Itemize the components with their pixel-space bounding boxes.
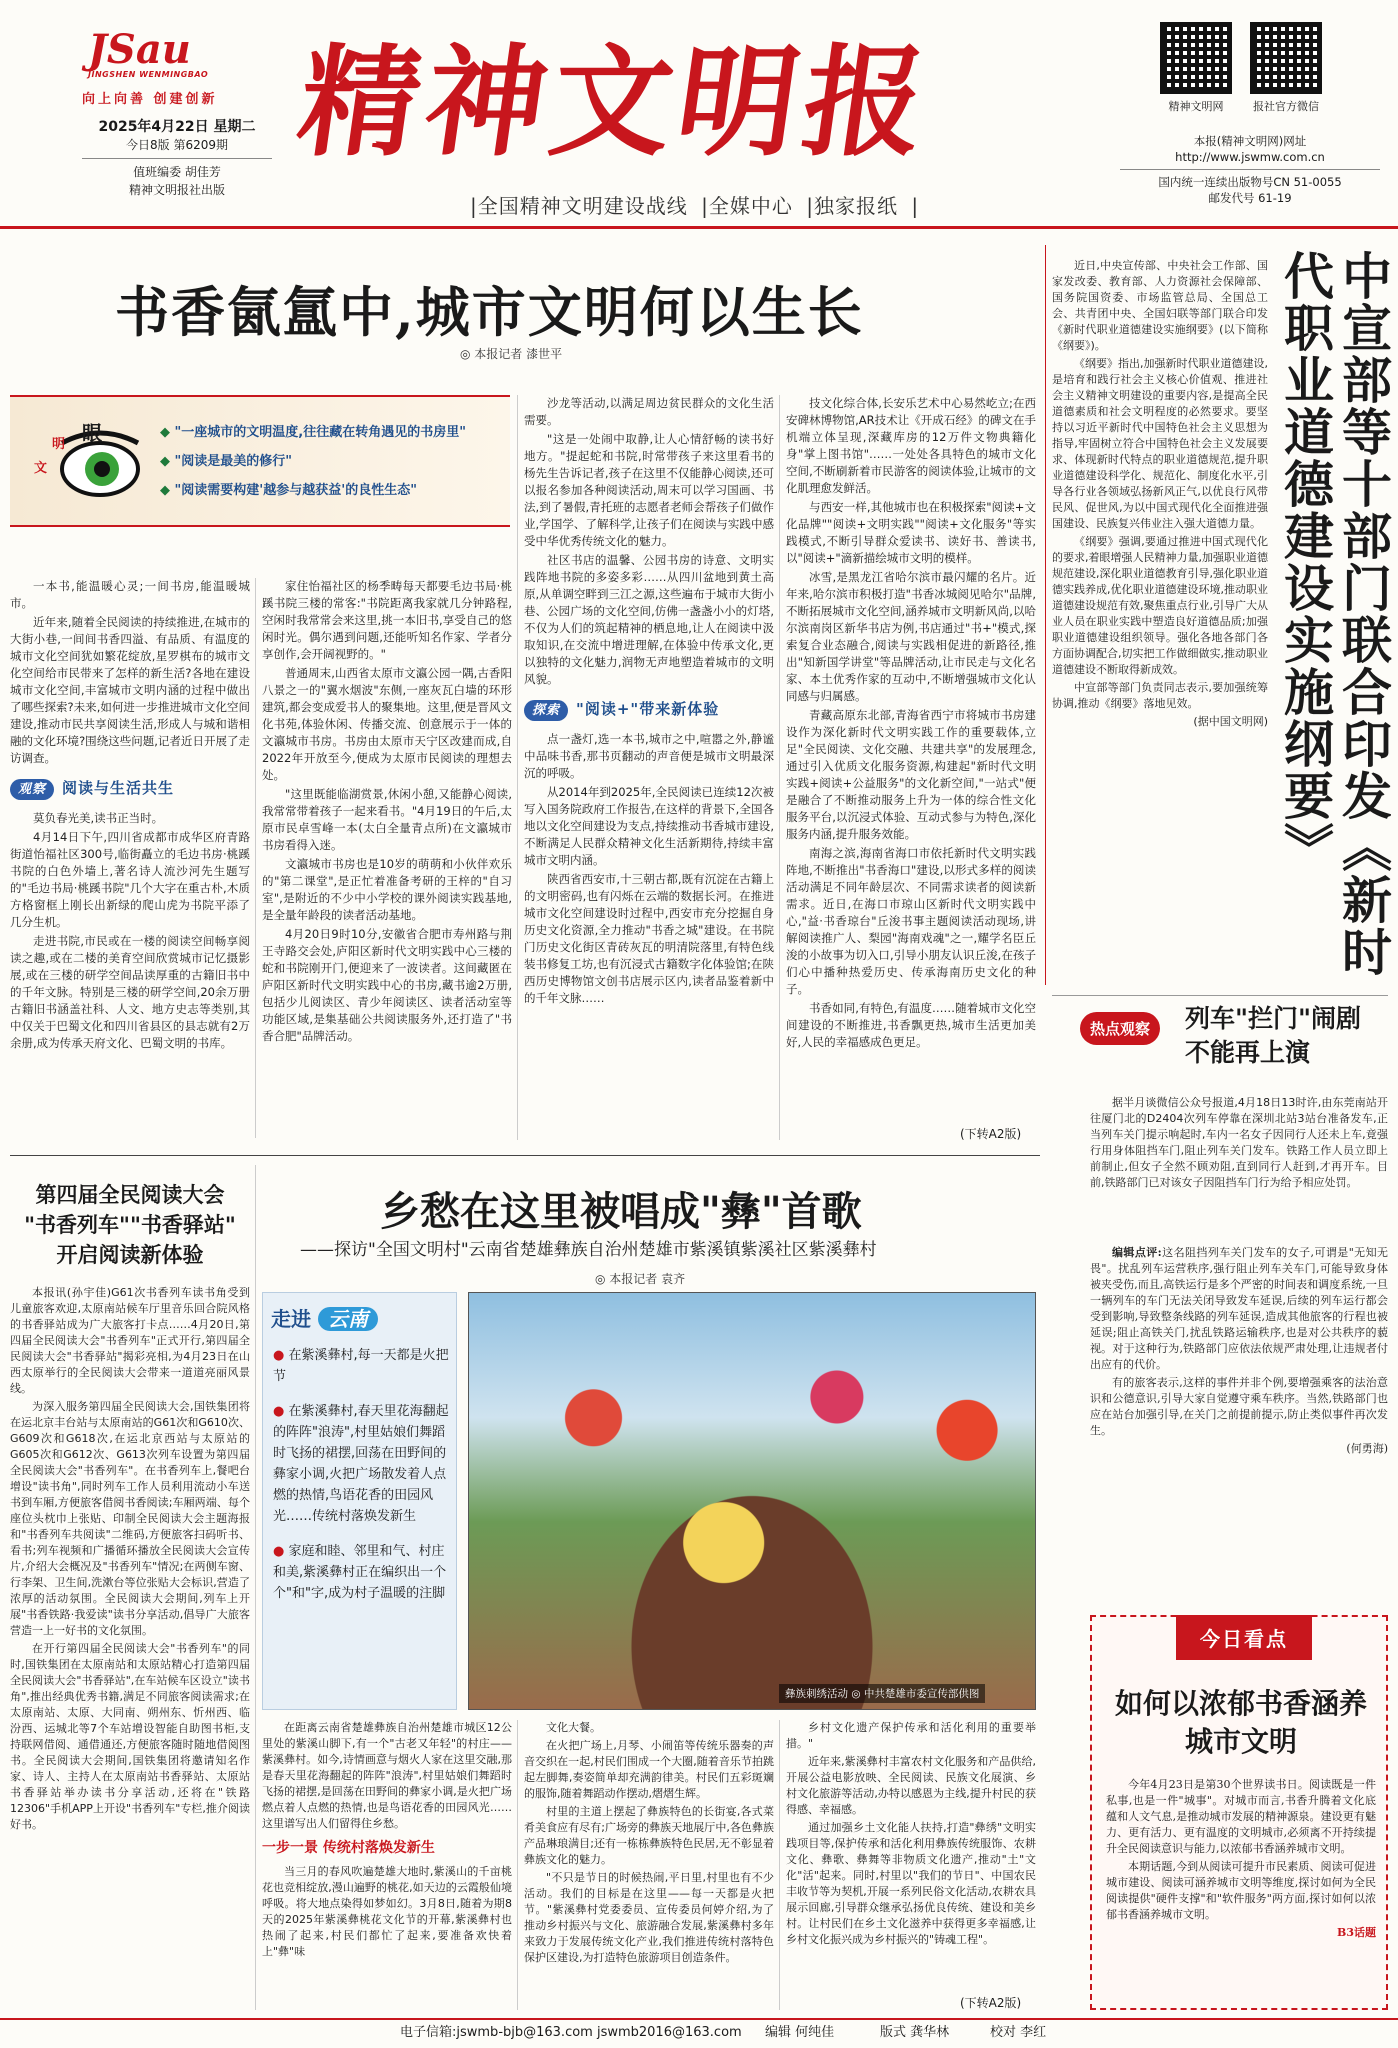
conference-headline[interactable] <box>10 1180 250 1270</box>
feature-paragraph: 乡村文化遗产保护传承和活化利用的重要举措。" <box>786 1721 1036 1750</box>
lead-column-1 <box>10 578 250 1148</box>
masthead-rule <box>0 226 1398 229</box>
qr-website[interactable] <box>1160 22 1232 114</box>
lead-paragraph: 普通周末,山西省太原市文瀛公园一隅,古香阳八景之一的"翼水烟波"东侧,一座灰瓦白墙的环形建筑,都会变成爱书人的聚集地。这里,便是晋风文化书苑,体验休闲、传播交流、创意展示于一体的文瀛城市书房。书房由太原市天宁区改建而成,自2022年开放至今,便成为太原市民阅读的理想去处。 <box>262 666 512 782</box>
yunnan-tag-text: 走进 <box>271 1307 311 1331</box>
site-label: 本报(精神文明网)网址 <box>1193 134 1307 148</box>
feature-paragraph: 在距离云南省楚雄彝族自治州楚雄市城区12公里处的紫溪山脚下,有一个"古老又年轻"的村庄——紫溪彝村。如今,诗情画意与烟火人家在这里交融,那是春天里花海翻起的阵阵"浪涛",村里姑娘们舞蹈时飞扬的裙摆,是回荡在田野间的彝家小调,是火把广场燃点着人点燃的热情,也是鸟语花香的田园风光……这里谱写出人们留得住乡愁。 <box>262 1721 512 1830</box>
column-rule <box>255 1165 256 2010</box>
logo-mark: JSau <box>88 26 191 73</box>
bullet-icon: ● <box>273 1348 285 1363</box>
feature-paragraph: 村里的主道上摆起了彝族特色的长街宴,各式菜肴美食应有尽有;广场旁的彝族天地展厅中,各色彝族产品琳琅满目;还有一栋栋彝族特色民居,无不彰显着彝族文化的魅力。 <box>524 1805 774 1866</box>
hot-body <box>1090 1095 1388 1215</box>
hot-headline[interactable]: 列车"拦门"闹剧不能再上演 <box>1185 1004 1362 1067</box>
cpd-source: (据中国文明网) <box>1193 715 1268 728</box>
bullet-icon: ● <box>273 1404 285 1419</box>
column-rule <box>255 578 256 1138</box>
site-info <box>1120 133 1380 206</box>
section-heading: 观察 阅读与生活共生 <box>10 779 250 800</box>
issue-date: 2025年4月22日 星期二 <box>98 119 256 135</box>
feature-paragraph: 在火把广场上,月琴、小闹笛等传统乐器奏的声音交织在一起,村民们围成一个大圈,随着音乐节拍跳起左脚舞,奏姿简单却充满韵律美。村民们五彩斑斓的服饰,随着舞蹈动作摆动,熠熠生辉。 <box>524 1739 774 1800</box>
lead-paragraph: 陕西省西安市,十三朝古都,既有沉淀在古籍上的文明密码,也有闪烁在云端的数据长河。在推进城市文化空间建设时过程中,西安市充分挖掘自身历史文化资源,全力推动"书香之城"建设。在书院门历史文化街区青砖灰瓦的明清院落里,有特色线装书修复工坊,也有沉浸式古籍数字化体验馆;在陕西历史博物馆文创书店展示区内,读者品鉴着新中的千年文脉…… <box>524 872 774 1005</box>
section-pill: 观察 <box>10 779 54 800</box>
qr-code-icon <box>1160 22 1232 94</box>
post-code: 邮发代号 61-19 <box>1208 191 1292 205</box>
today-headline[interactable]: 如何以浓郁书香涵养城市文明 <box>1114 1687 1367 1758</box>
comment-label: 编辑点评: <box>1112 1246 1162 1259</box>
nav-item[interactable]: |独家报纸 <box>806 194 898 218</box>
conference-headline-line: 第四届全民阅读大会 <box>35 1182 225 1207</box>
conference-headline-line: "书香列车""书香驿站" <box>24 1212 236 1237</box>
issue-edition: 今日8版 第6209期 <box>126 138 228 152</box>
bullet-icon: ● <box>273 1544 285 1559</box>
conference-paragraph: 本报讯(孙宇佳)G61次书香列车读书角受到儿童旅客欢迎,太原南站候车厅里音乐回合院风格的书香驿站成为广大旅客打卡点……4月20日,第四届全民阅读大会"书香列车"正式开行,第四届全民阅读大会"书香驿站"揭彩亮相,为4月23日在山西太原举行的全民阅读大会带来一道道亮丽风景线。 <box>10 1286 250 1395</box>
side-item: ● 在紫溪彝村,春天里花海翻起的阵阵"浪涛",村里姑娘们舞蹈时飞扬的裙摆,回荡在田野间的彝家小调,火把广场散发着人点燃的热情,鸟语花香的田园风光……传统村落焕发新生 <box>273 1404 449 1524</box>
lead-headline[interactable]: 书香氤氲中,城市文明何以生长 <box>115 280 864 344</box>
qr-code-icon <box>1250 22 1322 94</box>
logo-pinyin: JINGSHEN WENMINGBAO <box>88 70 209 79</box>
lead-paragraph: 走进书院,市民或在一楼的阅读空间畅享阅读之趣,或在二楼的美育空间欣赏城市记忆摄影展,或在三楼的研学空间品读厚重的古籍旧书中的千年文脉。特别是三楼的研学空间,20余万册古籍旧书涵盖社科、人文、地方史志等类别,其中仅关于巴蜀文化和四川省县区的县志就有2万余册,成为传承天府文化、巴蜀文明的书库。 <box>10 934 250 1050</box>
side-item-list <box>273 1345 451 1618</box>
feature-column-3 <box>786 1720 1036 1990</box>
cpd-paragraph: 《纲要》强调,要通过推进中国式现代化的要求,着眼增强人民精神力量,加强职业道德规范建设,深化职业道德教育引导,强化职业道德实践养成,优化职业道德建设环境,推动职业道德建设规范有效,聚焦重点行业,引导广大从业人员在职业实践中塑造良好道德品质;加强职业道德建设组织领导。强化各地各部门各方面协调配合,切实把工作做细做实,推动职业道德建设不断取得新成效。 <box>1052 535 1268 676</box>
newspaper-logo <box>88 26 228 86</box>
site-url[interactable]: http://www.jswmw.com.cn <box>1175 150 1325 164</box>
hot-tag <box>1080 1012 1160 1045</box>
eye-label: 眼 <box>82 421 102 445</box>
cpd-paragraph: 《纲要》指出,加强新时代职业道德建设,是培育和践行社会主义核心价值观、推进社会主义精神文明建设的重要内容,是提高全民道德素质和社会文明程度的必然要求。要坚持以习近平新时代中国特色社会主义思想为指导,牢固树立符合中国特色社会主义发展要求、体现新时代特点的职业道德规范,提升职业道德建设科学化、规范化、制度化水平,引导各行业各领域弘扬新风正气,以优良行风带民风、促世风,为以中国式现代化全面推进强国建设、民族复兴伟业注入强大道德力量。 <box>1052 357 1268 530</box>
lead-paragraph: "这里既能临湖赏景,休闲小憩,又能静心阅读,我常常带着孩子一起来看书。"4月19日的午后,太原市民卓雪峰一本(太白全量青点所)在文瀛城市书房看得入迷。 <box>262 787 512 852</box>
section-heading: 探索 "阅读+"带来新体验 <box>524 700 774 721</box>
lead-paragraph: 4月14日下午,四川省成都市成华区府青路街道怡福社区300号,临街矗立的毛边书房·桃蹊书院的白色外墙上,著名诗人流沙河先生题写的"毛边书局·桃蹊书院"几个大字在重古朴,木质方格窗框上刚长出新绿的爬山虎为书院平添了几分生机。 <box>10 830 250 929</box>
lead-paragraph: 社区书店的温馨、公园书房的诗意、文明实践阵地书院的多姿多彩……从四川盆地到黄土高原,从单调空畔到三江之源,这些遍布于城市大街小巷、公园广场的文化空间,仿佛一盏盏小小的灯塔,不仅为人们的筑起精神的栖息地,让人在阅读中汲取知识,在交流中增进理解,在体验中传承文化,更以独特的文化魅力,润物无声地塑造着城市的文明风貌。 <box>524 553 774 686</box>
lead-paragraph: 一本书,能温暖心灵;一间书房,能温暖城市。 <box>10 579 250 610</box>
comment-text: 有的旅客表示,这样的事件并非个例,要增强乘客的法治意识和公德意识,引导大家自觉遵守乘车秩序。当然,铁路部门也应在站台加强引导,在关门之前提前提示,防止类似事件再次发生。 <box>1090 1376 1388 1437</box>
duty-editor: 值班编委 胡佳芳 <box>133 165 221 179</box>
feature-side-panel <box>262 1292 457 1710</box>
lead-paragraph: 沙龙等活动,以满足周边贫民群众的文化生活需要。 <box>524 396 774 427</box>
today-box <box>1090 1615 1388 2010</box>
column-rule <box>517 1720 518 2010</box>
today-paragraph: 本期话题,今到从阅读可提升市民素质、阅读可促进城市建设、阅读可涵养城市文明等维度,探讨如何为全民阅读提供"硬件支撑"和"软件服务"两方面,探讨如何以浓郁书香涵养城市文明。 <box>1106 1860 1376 1921</box>
feature-section-heading: 一步一景 传统村落焕发新生 <box>262 1840 435 1856</box>
footer-email: 电子信箱:jswmb-bjb@163.com jswmb2016@163.com <box>400 2025 742 2040</box>
footer-design: 版式 龚华林 <box>880 2025 950 2040</box>
cn-code: 国内统一连续出版物号CN 51-0055 <box>1158 175 1342 189</box>
section-divider <box>1052 995 1388 996</box>
lead-column-4 <box>786 395 1036 1125</box>
photo-caption: 彝族刺绣活动 ◎ 中共楚雄市委宣传部供图 <box>779 1684 985 1703</box>
feature-photo[interactable] <box>468 1292 1036 1710</box>
column-rule <box>1045 245 1046 985</box>
hot-badge: 热点观察 <box>1080 1012 1160 1045</box>
nav-item: | <box>911 194 920 218</box>
side-item: ● 家庭和睦、邻里和气、村庄和美,紫溪彝村正在编织出一个个"和"字,成为村子温暖的注脚 <box>273 1544 447 1601</box>
section-pill: 探索 <box>524 700 568 721</box>
lead-paragraph: 从2014年到2025年,全民阅读已连续12次被写入国务院政府工作报告,在这样的背景下,全国各地以文化空间建设为支点,持续推动书香城市建设,不断满足人民群众精神文化生活新期待,持续丰富城市文明内涵。 <box>524 785 774 867</box>
lead-paragraph: 与西安一样,其他城市也在积极探索"阅读+文化品牌""阅读+文明实践""阅读+文化服务"等实践模式,不断引导群众爱读书、读好书、善读书,以"阅读+"滴新描绘城市文明的模样。 <box>786 500 1036 565</box>
feature-byline: ◎ 本报记者 袁齐 <box>595 1272 686 1286</box>
qr-label: 精神文明网 <box>1168 100 1224 113</box>
lead-paragraph: 青藏高原东北部,青海省西宁市将城市书房建设作为深化新时代文明实践工作的重要载体,立足"全民阅读、文化交融、共建共享"的发展理念,通过引入优质文化服务资源,构建起"新时代文明实践+阅读+公益服务"的文化新空间,"一站式"便是融合了不断推动服务上升为一体的综合性文化服务平台,以沉浸式体验、互动式参与为特色,深化服务内涵,提升服务效能。 <box>786 708 1036 841</box>
hot-comment <box>1090 1245 1388 1615</box>
feature-subhead: ——探访"全国文明村"云南省楚雄彝族自治州楚雄市紫溪镇紫溪社区紫溪彝村 <box>300 1240 877 1260</box>
comment-author: (何勇海) <box>1346 1442 1388 1455</box>
qr-wechat[interactable] <box>1250 22 1322 114</box>
feature-column-2 <box>524 1720 774 2010</box>
conference-paragraph: 在开行第四届全民阅读大会"书香列车"的同时,国铁集团在太原南站和太原站精心打造第四届全民阅读大会"书香驿站",在车站候车区设立"读书角",推出经典优秀书籍,满足不同旅客阅读需求;在太原南站、太原、大同南、朔州东、忻州西、临汾西、运城北等7个车站增设智能自助图书柜,支持联网借阅、通借通还,方便旅客随时随地借阅图书。全民阅读大会期间,国铁集团将邀请知名作家、诗人、主持人在太原南站书香驿站、太原站书香驿站举办读书分享活动,还将在"铁路12306"手机APP上开设"书香列车"专栏,推介阅读好书。 <box>10 1642 250 1831</box>
lead-byline: ◎ 本报记者 漆世平 <box>460 347 563 361</box>
lead-paragraph: 近年来,随着全民阅读的持续推进,在城市的大街小巷,一间间书香四溢、有品质、有温度的城市文化空间犹如繁花绽放,星罗棋布的城市文化空间给市民带来了怎样的新生活?各地在建设城市文化空间,丰富城市文明内涵的过程中做出了哪些探索?未来,如何进一步推进城市文化空间建设,推动市民共享阅读生活,形成人与城和谐相融的文化环境?围绕这些问题,记者近日开展了走访调查。 <box>10 615 250 765</box>
eye-logo <box>30 417 140 507</box>
lead-callout <box>10 395 510 527</box>
publisher: 精神文明报社出版 <box>128 183 225 197</box>
cpd-paragraph: 中宣部等部门负责同志表示,要加强统筹协调,推动《纲要》落地见效。 <box>1052 681 1268 710</box>
lead-paragraph: 4月20日9时10分,安徽省合肥市寿州路与荆王寺路交会处,庐阳区新时代文明实践中心三楼的蛇和书院刚开门,便迎来了一波读者。这间藏匿在庐阳区新时代文明实践中心的书房,藏书逾2万册,包括少儿阅读区、青少年阅读区、读者活动室等功能区域,是集基础公共阅读服务外,还打造了"书香合肥"品牌活动。 <box>262 927 512 1043</box>
nav-item[interactable]: |全媒中心 <box>701 194 793 218</box>
footer-proof: 校对 李红 <box>990 2025 1047 2040</box>
masthead-nav <box>470 190 925 219</box>
cpd-body <box>1052 258 1268 978</box>
lead-paragraph: 家住怡福社区的杨季畴每天都要毛边书局·桃蹊书院三楼的常客:"书院距离我家就几分钟路程,空闲时我常常会来这里,挑一本旧书,享受自己的悠闲时光。偶尔遇到问题,还能听知名作家、学者分享创作,会开阔视野的。" <box>262 579 512 661</box>
feature-paragraph: 近年来,紫溪彝村丰富农村文化服务和产品供给,开展公益电影放映、全民阅读、民族文化展演、乡村文化旅游等活动,办特以感恩为主线,提升村民的获得感、幸福感。 <box>786 1755 1036 1816</box>
lead-paragraph: 点一盏灯,选一本书,城市之中,喧嚣之外,静谧中品味书香,那书页翻动的声音便是城市文明最深沉的呼吸。 <box>524 732 774 780</box>
hot-paragraph: 据半月谈微信公众号报道,4月18日13时许,由东莞南站开往厦门北的D2404次列车停靠在深圳北站3站台准备发车,正当列车关门提示响起时,车内一名女子因同行人还未上车,竟强行用身体阻挡车门,阻止列车关门发车。铁路工作人员立即上前制止,但女子全然不顾劝阻,直到同行人赶到,才再开车。目前,铁路部门已对该女子因阻挡车门行为给予相应处罚。 <box>1090 1096 1388 1189</box>
today-body <box>1106 1777 1376 1997</box>
lead-column-2 <box>262 578 512 1148</box>
page-footer <box>0 2018 1398 2048</box>
callout-item: ◆ "一座城市的文明温度,往往藏在转角遇见的书房里" <box>160 421 505 440</box>
today-paragraph: 今年4月23日是第30个世界读书日。阅读既是一件私事,也是一件"城事"。对城市而言,书香升腾着文化底蕴和人文气息,是推动城市发展的精神源泉。建设更有魅力、更有活力、更有温度的文明城市,必须离不开持续提升全民阅读意识与能力,以浓郁书香涵养城市文明。 <box>1106 1778 1376 1855</box>
callout-item: ◆ "阅读是最美的修行" <box>160 450 505 469</box>
jump-reference[interactable]: (下转A2版) <box>960 1996 1022 2010</box>
masthead-slogan: 向上向善 创建创新 <box>82 92 218 107</box>
conference-headline-line: 开启阅读新体验 <box>56 1242 204 1267</box>
lead-paragraph: 南海之滨,海南省海口市依托新时代文明实践阵地,不断推出"书香海口"建设,以形式多样的阅读活动满足不同年龄层次、不同需求读者的阅读新需求。近日,在海口市琼山区新时代文明实践中心,"益·书香琼台"丘浚书事主题阅读活动现场,讲解阅读推广人、梨园"海南戏魂"之一,耀学名臣丘浚的小故事为切入口,引导小朋友认识丘浚,在孩子们心中播种热爱历史、传承海南历史文化的种子。 <box>786 846 1036 996</box>
lead-paragraph: 莫负春光美,读书正当时。 <box>33 811 164 825</box>
section-divider <box>10 1155 1040 1156</box>
lead-paragraph: 技文化综合体,长安乐艺术中心易然屹立;在西安碑林博物馆,AR技术让《开成石经》的碑文在手机端立体呈现,深藏库房的12万件文物典籍化身"掌上图书馆"……一处处各具特色的城市文化空间,不断刷新着市民游客的阅读体验,让城市的文化肌理愈发鲜活。 <box>786 396 1036 495</box>
feature-paragraph: 通过加强乡土文化能人扶持,打造"彝绣"文明实践项目等,保护传承和活化利用彝族传统服饰、农耕文化、彝歌、彝舞等非物质文化遗产,推动"土"文化"活"起来。同时,村里以"我们的节日"、中国农民丰收节等为契机,开展一系列民俗文化活动,农耕农具展示回廊,引导群众继承弘扬优良传统、建设和美乡村。让村民们在乡土文化滋养中获得更多幸福感,让乡村文化振兴成为乡村振兴的"铸魂工程"。 <box>786 1821 1036 1946</box>
feature-headline[interactable]: 乡愁在这里被唱成"彝"首歌 <box>380 1188 862 1235</box>
column-rule <box>779 395 780 1140</box>
feature-column-1 <box>262 1720 512 2010</box>
feature-paragraph: 当三月的春风吹遍楚雄大地时,紫溪山的千亩桃花也竞相绽放,漫山遍野的桃花,如天边的云霞般仙境呼吸。将大地点染得如梦如幻。3月8日,随着为期8天的2025年紫溪彝桃花文化节的开幕,紫溪彝村也热闹了起来,村民们都忙了起来,要准备欢快着上"彝"味 <box>262 1865 512 1958</box>
nav-item[interactable]: |全国精神文明建设战线 <box>470 194 688 218</box>
callout-list <box>160 411 505 508</box>
lead-paragraph: 书香如同,有特色,有温度……随着城市文化空间建设的不断推进,书香飘更热,城市生活更加美好,人民的幸福感成色更足。 <box>786 1001 1036 1049</box>
cpd-paragraph: 近日,中央宣传部、中央社会工作部、国家发改委、教育部、人力资源社会保障部、国务院国资委、市场监管总局、全国总工会、共青团中央、全国妇联等部门联合印发《新时代职业道德建设实施纲要》(以下简称《纲要》)。 <box>1052 259 1268 352</box>
yunnan-tag <box>271 1303 378 1332</box>
eye-label: 明 <box>52 437 66 452</box>
lead-paragraph: "这是一处闹中取静,让人心情舒畅的读书好地方。"提起蛇和书院,时常带孩子来这里看书的杨先生告诉记者,孩子在这里不仅能静心阅读,还可以报名参加各种阅读活动,周末可以学习国画、书法,到了暑假,青托班的志愿者老师会帮孩子们做作业,学国学、了解科学,让孩子们在阅读与实践中感受中华优秀传统文化的魅力。 <box>524 432 774 548</box>
paper-title: 精神文明报 <box>290 32 940 173</box>
jump-reference[interactable]: (下转A2版) <box>960 1127 1022 1141</box>
conference-body <box>10 1285 250 2010</box>
yunnan-tag-text: 云南 <box>318 1307 378 1331</box>
lead-column-3 <box>524 395 774 1145</box>
callout-item: ◆ "阅读需要构建'越参与越获益'的良性生态" <box>160 479 505 498</box>
lead-paragraph: 文瀛城市书房也是10岁的萌萌和小伙伴欢乐的"第二课堂",是正忙着准备考研的王梓的"自习室",是附近的不少中小学校的课外阅读实践基地,是全量年龄段的读者活动基地。 <box>262 857 512 922</box>
eye-label: 文 <box>34 461 48 476</box>
qr-label: 报社官方微信 <box>1253 100 1319 113</box>
feature-paragraph: "不只是节日的时候热闹,平日里,村里也有不少活动。我们的目标是在这里——每一天都是火把节。"紫溪彝村党委委员、宣传委员何婷介绍,为了推动乡村振兴与文化、旅游融合发展,紫溪彝村多年来致力于发展传统文化产业,我们推进传统村落特色保护区建设,为打造特色旅游项目创造条件。 <box>524 1871 774 1964</box>
side-item: ● 在紫溪彝村,每一天都是火把节 <box>273 1348 449 1384</box>
issue-info <box>82 118 272 199</box>
footer-editor: 编辑 何纯佳 <box>765 2025 835 2040</box>
cpd-headline[interactable]: 中宣部等十部门联合印发《新时代职业道德建设实施纲要》 <box>1276 250 1393 978</box>
masthead <box>0 0 1398 225</box>
column-rule <box>517 395 518 1140</box>
today-ref[interactable]: B3话题 <box>1337 1926 1376 1939</box>
lead-paragraph: 冰雪,是黑龙江省哈尔滨市最闪耀的名片。近年来,哈尔滨市积极打造"书香冰城阅见哈尔"品牌,不断拓展城市文化空间,涵养城市文明新风尚,以哈尔滨南岗区新华书店为例,书店通过"书+"模式,探索复合业态融合,阅读与实践相促进的新路径,推出"知新国学讲堂"等品牌活动,让市民走与文化名家、本土优秀作家的互动中,不断增强城市文化认同感与归属感。 <box>786 570 1036 703</box>
comment-text: 这名阻挡列车关门发车的女子,可谓是"无知无畏"。扰乱列车运营秩序,强行阻止列车关车门,可能导致身体被夹受伤,而且,高铁运行是多个严密的时间表和调度系统,一旦一辆列车的车门无法关闭导致发车延误,后续的列车运行都会受到影响,导致整条线路的列车延误,造成其他旅客的行程也被延误;阻止高铁关门,扰乱铁路运输秩序,也是对公共秩序的藐视。对于这种行为,铁路部门应依法依规严肃处理,让违规者付出应有的代价。 <box>1090 1246 1388 1371</box>
feature-paragraph: 文化大餐。 <box>546 1721 601 1734</box>
conference-paragraph: 为深入服务第四届全民阅读大会,国铁集团将在运北京丰台站与太原南站的G61次和G610次、G609次和G618次,在运北京西站与太原站的G605次和G612次、G613次列车设置为第四届全民阅读大会"书香列车"。在书香列车上,餐吧台增设"读书角",同时列车工作人员利用流动小车送书到车厢,方便旅客借阅书香阅读;车厢两端、每个座位头枕巾上张贴、印制全民阅读大会主题海报和"书香列车共阅读"二维码,方便旅客扫码听书、看书;列车视频和广播循环播放全民阅读大会宣传片,介绍大会概况及"书香列车"情况;在两侧车窗、行李架、卫生间,洗漱台等位张贴大会标识,营造了浓厚的活动氛围。全民阅读大会期间,列车上开展"书香铁路·我爱读"读书分享活动,倡导广大旅客营造一上一好书的文化氛围。 <box>10 1400 250 1637</box>
today-tag: 今日看点 <box>1176 1615 1312 1660</box>
column-rule <box>779 1720 780 2010</box>
